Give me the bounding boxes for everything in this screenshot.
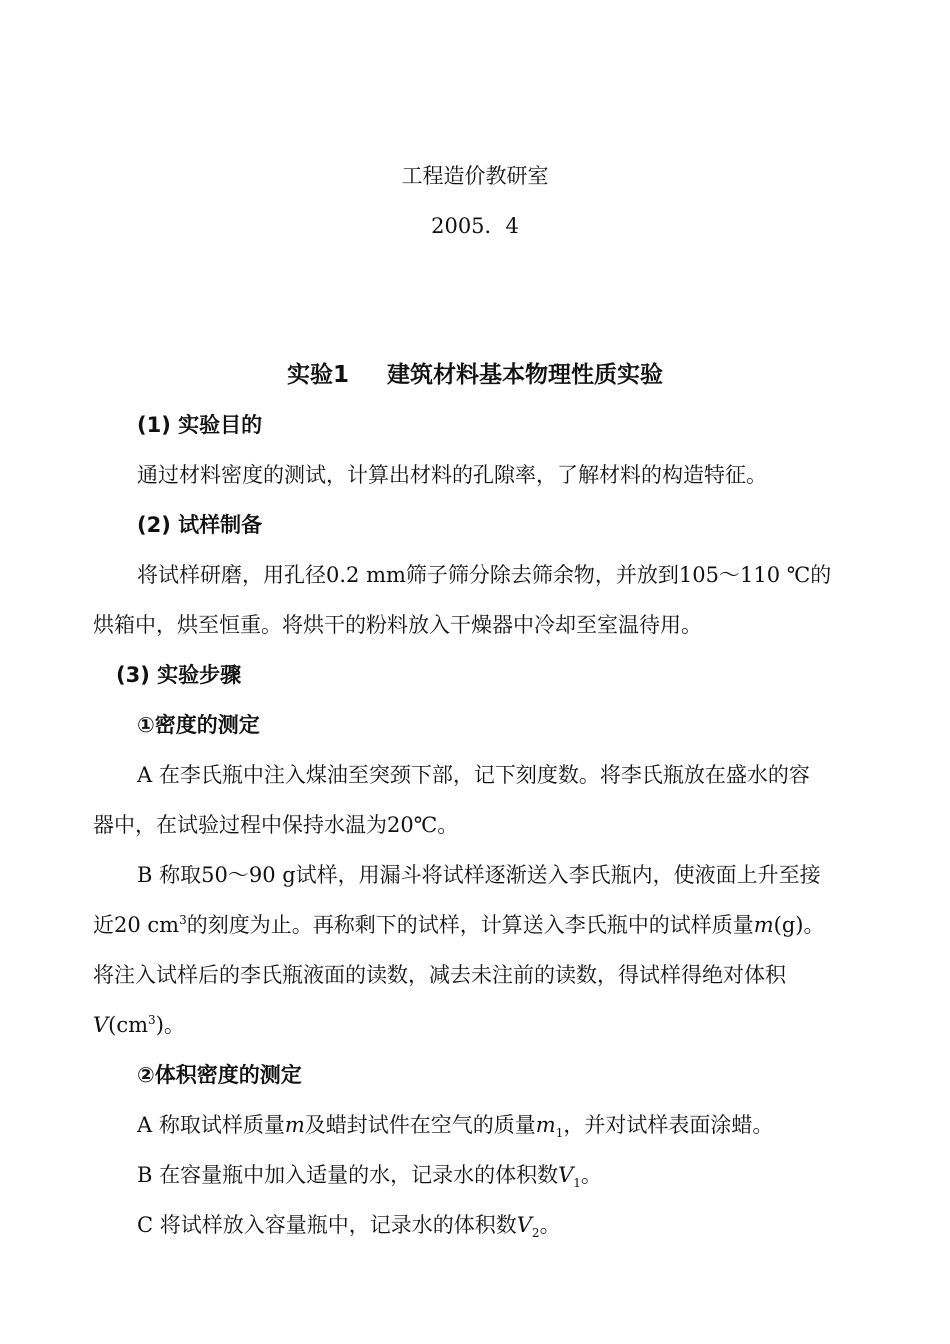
bulk-step-a-text: A 称取试样质量 xyxy=(137,1113,285,1137)
subscript-index: 1 xyxy=(573,1176,581,1191)
density-step-b-text: 近20 cm xyxy=(93,913,180,937)
volume-symbol: V xyxy=(516,1213,532,1237)
bulk-density-step-b xyxy=(137,1161,602,1189)
bulk-step-b-text: B 在容量瓶中加入适量的水，记录水的体积数 xyxy=(137,1163,559,1187)
cubic-superscript: 3 xyxy=(179,913,187,927)
density-step-b-line2 xyxy=(93,911,824,939)
subsection-heading-bulk-density: ②体积密度的测定 xyxy=(137,1063,302,1087)
bulk-step-a-text: ，并对试样表面涂蜡。 xyxy=(563,1113,774,1137)
density-step-b-line4 xyxy=(93,1011,185,1039)
cubic-superscript: 3 xyxy=(148,1013,156,1027)
preparation-text-line2: 烘箱中，烘至恒重。将烘干的粉料放入干燥器中冷却至室温待用。 xyxy=(93,613,702,637)
chapter-number: 实验1 xyxy=(286,362,349,388)
purpose-text: 通过材料密度的测试，计算出材料的孔隙率，了解材料的构造特征。 xyxy=(137,463,767,487)
chapter-title xyxy=(0,361,950,389)
volume-symbol: V xyxy=(93,1013,109,1037)
subscript-index: 2 xyxy=(531,1226,540,1241)
density-step-b-line1: B 称取50～90 g试样，用漏斗将试样逐渐送入李氏瓶内，使液面上升至接 xyxy=(137,863,821,887)
mass-symbol: m xyxy=(535,1113,556,1137)
bulk-step-a-text: 及蜡封试件在空气的质量 xyxy=(304,1113,536,1137)
bulk-density-step-a xyxy=(137,1111,773,1139)
section-heading-purpose: (1) 实验目的 xyxy=(137,413,263,437)
subscript-index: 1 xyxy=(555,1126,564,1141)
section-heading-preparation: (2) 试样制备 xyxy=(137,513,263,537)
bulk-step-c-text: C 将试样放入容量瓶中，记录水的体积数 xyxy=(137,1213,517,1237)
department-name: 工程造价教研室 xyxy=(401,164,549,188)
density-step-b-line3: 将注入试样后的李氏瓶液面的读数，减去未注前的读数，得试样得绝对体积 xyxy=(93,963,786,987)
density-step-a-line2: 器中，在试验过程中保持水温为20℃。 xyxy=(93,813,459,837)
bulk-step-b-text: 。 xyxy=(580,1163,602,1187)
subsection-heading-density: ①密度的测定 xyxy=(137,713,260,737)
density-step-b-text: (cm xyxy=(108,1013,149,1037)
document-date: 2005．4 xyxy=(431,214,519,238)
mass-symbol: m xyxy=(284,1113,305,1137)
chapter-name: 建筑材料基本物理性质实验 xyxy=(387,362,663,388)
section-heading-procedure: (3) 实验步骤 xyxy=(116,663,242,687)
density-step-b-text: (g)。 xyxy=(773,913,825,937)
mass-symbol: m xyxy=(753,913,774,937)
density-step-a-line1: A 在李氏瓶中注入煤油至突颈下部，记下刻度数。将李氏瓶放在盛水的容 xyxy=(137,763,810,787)
bulk-step-c-text: 。 xyxy=(539,1213,561,1237)
density-step-b-text: 的刻度为止。再称剩下的试样，计算送入李氏瓶中的试样质量 xyxy=(186,913,754,937)
bulk-density-step-c xyxy=(137,1211,561,1239)
preparation-text-line1: 将试样研磨，用孔径0.2 mm筛子筛分除去筛余物，并放到105～110 ℃的 xyxy=(137,563,832,587)
volume-symbol: V xyxy=(558,1163,574,1187)
density-step-b-text: )。 xyxy=(155,1013,185,1037)
